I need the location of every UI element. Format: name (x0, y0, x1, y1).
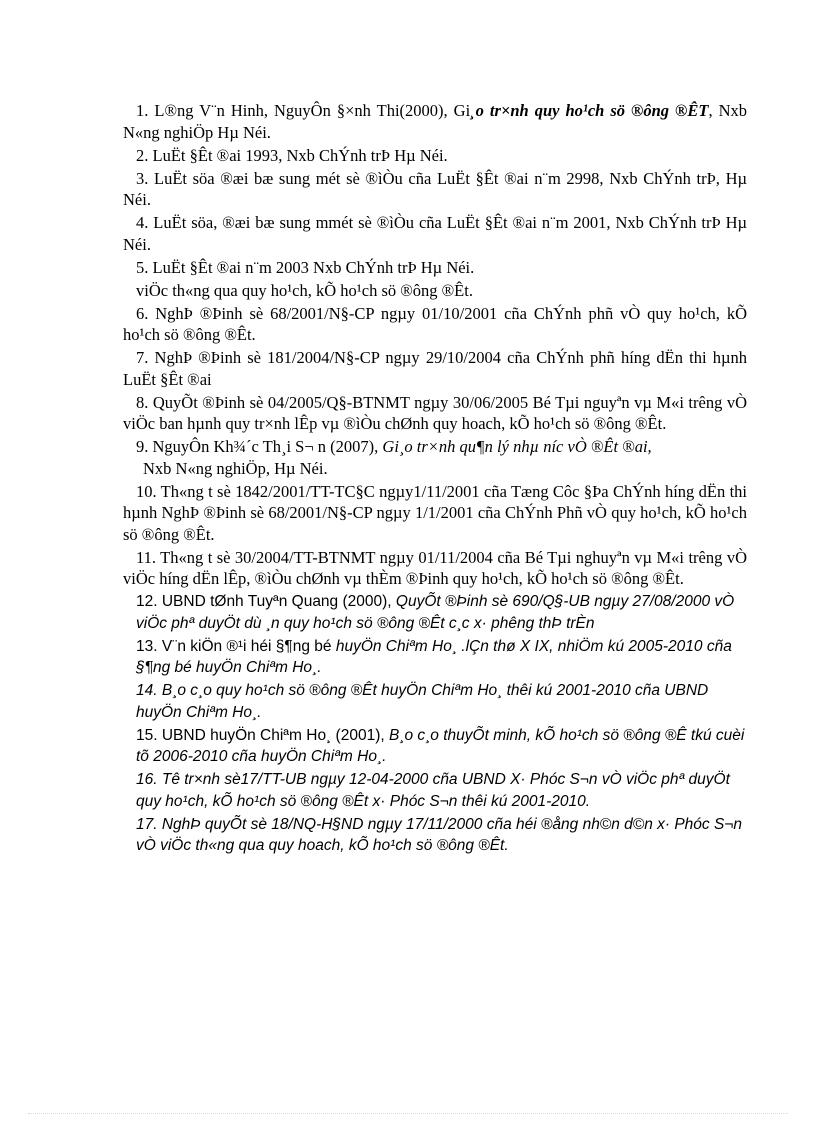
reference-item: 16. Tê tr×nh sè17/TT-UB ngµy 12-04-2000 cña UBND X· Phóc S¬n vÒ viÖc phª duyÖt quy ho¹ch, kÕ ho¹ch sö ®ông ®Êt x· Phóc S¬n thêi kú 2001-2010. (136, 771, 730, 810)
reference-item: 17. NghÞ quyÕt sè 18/NQ-H§ND ngµy 17/11/2000 cña héi ®ång nh©n d©n x· Phóc S¬n vÒ viÖc th«ng qua quy hoach, kÕ ho¹ch sö ®ông ®Êt. (136, 815, 742, 854)
reference-item: 8. QuyÕt ®Þinh sè 04/2005/Q§-BTNMT ngµy 30/06/2005 Bé Tµi nguyªn vµ M«i trêng vÒ viÖc ban hµnh quy tr×nh lÊp vµ ®ìÒu chØnh quy hoach, kÕ ho¹ch sö ®ông ®Êt. (123, 392, 747, 433)
reference-item: 11. Th«ng t sè 30/2004/TT-BTNMT ngµy 01/11/2004 cña Bé Tµi nghuyªn vµ M«i trêng vÒ viÖc híng dËn lÊp, ®ìÒu chØnh vµ thÈm ®Þinh quy ho¹ch, kÕ ho¹ch sö ®ông ®Êt. (123, 547, 747, 588)
reference-item: 14. B¸o c¸o quy ho¹ch sö ®ông ®Êt huyÖn Chiªm Ho¸ thêi kú 2001-2010 cña UBND huyÖn Chiªm Ho¸. (136, 682, 709, 721)
reference-item: 12. UBND tØnh Tuyªn Quang (2000), QuyÕt ®Þinh sè 690/Q§-UB ngµy 27/08/2000 vÒ viÖc phª duyÖt dù ¸n quy ho¹ch sö ®ông ®Êt c¸c x· phêng thÞ trÈn (136, 593, 735, 632)
reference-item: 1. L®ng V¨n Hinh, NguyÔn §×nh Thi(2000), Gi¸o tr×nh quy ho¹ch sö ®ông ®ÊT, Nxb N«ng nghiÖp Hµ Néi. (123, 101, 748, 142)
reference-item: 3. LuËt söa ®æi bæ sung mét sè ®ìÒu cña LuËt §Êt ®ai n¨m 2998, Nxb ChÝnh trÞ, Hµ Néi. (123, 168, 747, 209)
reference-list (123, 100, 747, 858)
reference-item: viÖc th«ng qua quy ho¹ch, kÕ ho¹ch sö ®ông ®Êt. (136, 280, 473, 300)
reference-title: B¸o c¸o thuyÕt minh, kÕ ho¹ch sö ®ông ®Ê tkú cuèi tõ 2006-2010 cña huyÖn Chiªm Ho¸. (136, 726, 745, 765)
reference-title: Gi¸o tr×nh qu¶n lý nhµ níc vÒ ®Êt ®ai, (382, 437, 652, 456)
reference-item: 13. V¨n kiÖn ®¹i héi §¶ng bé huyÖn Chiªm Ho¸ .lÇn thø X IX, nhiÖm kú 2005-2010 cña §¶ng bé huyÖn Chiªm Ho¸. (136, 637, 732, 676)
reference-item: 15. UBND huyÖn Chiªm Ho¸ (2001), B¸o c¸o thuyÕt minh, kÕ ho¹ch sö ®ông ®Ê tkú cuèi tõ 2006-2010 cña huyÖn Chiªm Ho¸. (136, 726, 745, 765)
reference-item: 10. Th«ng t sè 1842/2001/TT-TC§C ngµy1/11/2001 cña Tæng Côc §Þa ChÝnh híng dËn thi hµnh NghÞ ®Þinh sè 68/2001/N§-CP ngµy 1/1/2001 cña ChÝnh Phñ vÒ quy ho¹ch, kÕ ho¹ch sö ®ông ®Êt. (123, 481, 747, 544)
reference-item: 7. NghÞ ®Þinh sè 181/2004/N§-CP ngµy 29/10/2004 cña ChÝnh phñ híng dËn thi hµnh LuËt §Êt ®ai (123, 348, 747, 389)
reference-item: 6. NghÞ ®Þinh sè 68/2001/N§-CP ngµy 01/10/2001 cña ChÝnh phñ vÒ quy ho¹ch, kÕ ho¹ch sö ®ông ®Êt. (123, 303, 747, 344)
reference-item: 5. LuËt §Êt ®ai n¨m 2003 Nxb ChÝnh trÞ Hµ Néi. (136, 257, 475, 277)
reference-title: QuyÕt ®Þinh sè 690/Q§-UB ngµy 27/08/2000 vÒ viÖc phª duyÖt dù ¸n quy ho¹ch sö ®ông ®Êt c¸c x· phêng thÞ trÈn (136, 593, 735, 632)
reference-item: 9. NguyÔn Kh¾´c Th¸i S¬ n (2007), Gi¸o tr×nh qu¶n lý nhµ níc vÒ ®Êt ®ai, Nxb N«ng nghiÖp, Hµ Néi. (136, 437, 652, 478)
reference-item: 4. LuËt söa, ®æi bæ sung mmét sè ®ìÒu cña LuËt §Êt ®ai n¨m 2001, Nxb ChÝnh trÞ Hµ Néi. (123, 213, 747, 254)
reference-item: 2. LuËt §Êt ®ai 1993, Nxb ChÝnh trÞ Hµ Néi. (136, 145, 448, 165)
page-bottom-rule (28, 1113, 788, 1114)
reference-title: ¸o tr×nh quy ho¹ch sö ®ông ®ÊT (470, 101, 709, 120)
reference-title: huyÖn Chiªm Ho¸ .lÇn thø X IX, nhiÖm kú 2005-2010 cña §¶ng bé huyÖn Chiªm Ho¸. (136, 637, 732, 676)
